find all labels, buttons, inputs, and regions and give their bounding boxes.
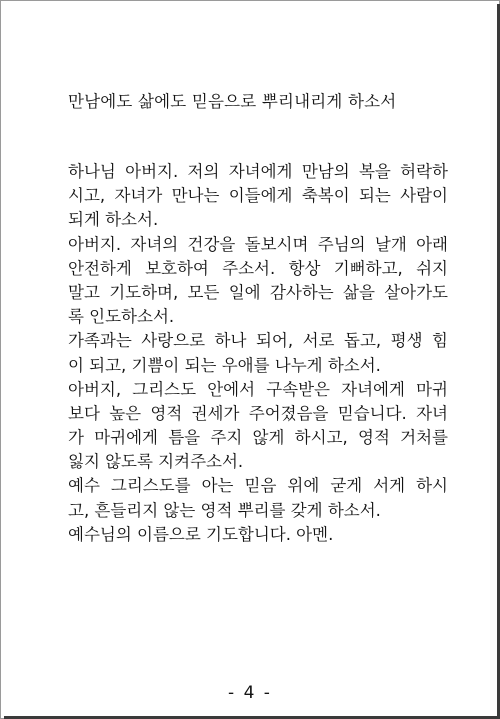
paragraph xyxy=(68,329,448,377)
document-body xyxy=(68,160,448,547)
text-line: 록 인도하소서. xyxy=(68,307,175,327)
paragraph xyxy=(68,378,448,475)
page-number: - 4 - xyxy=(228,683,272,703)
text-line: 가 마귀에게 틈을 주지 않게 하시고, 영적 거처를 xyxy=(68,428,448,448)
text-line: 보다 높은 영적 권세가 주어졌음을 믿습니다. 자녀 xyxy=(68,403,448,423)
text-line: 말고 기도하며, 모든 일에 감사하는 삶을 살아가도 xyxy=(68,282,448,302)
text-line: 되게 하소서. xyxy=(68,210,159,230)
text-line: 아버지. 자녀의 건강을 돌보시며 주님의 날개 아래 xyxy=(68,234,448,254)
text-line: 고, 흔들리지 않는 영적 뿌리를 갖게 하소서. xyxy=(68,500,381,520)
text-line: 하나님 아버지. 저의 자녀에게 만남의 복을 허락하 xyxy=(68,162,448,181)
text-line: 가족과는 사랑으로 하나 되어, 서로 돕고, 평생 힘 xyxy=(68,331,448,351)
text-line: 예수 그리스도를 아는 믿음 위에 굳게 서게 하시 xyxy=(68,476,448,496)
paragraph xyxy=(68,474,448,522)
text-line: 잃지 않도록 지켜주소서. xyxy=(68,452,244,472)
text-line: 시고, 자녀가 만나는 이들에게 축복이 되는 사람이 xyxy=(68,186,448,206)
text-line: 예수님의 이름으로 기도합니다. 아멘. xyxy=(68,524,334,544)
document-title: 만남에도 삶에도 믿음으로 뿌리내리게 하소서 xyxy=(68,92,397,111)
text-line: 안전하게 보호하여 주소서. 항상 기뻐하고, 쉬지 xyxy=(68,258,448,278)
text-line: 이 되고, 기쁨이 되는 우애를 나누게 하소서. xyxy=(68,355,381,375)
paragraph xyxy=(68,523,448,547)
text-line: 아버지, 그리스도 안에서 구속받은 자녀에게 마귀 xyxy=(68,379,448,399)
paragraph xyxy=(68,233,448,330)
paragraph xyxy=(68,160,448,233)
